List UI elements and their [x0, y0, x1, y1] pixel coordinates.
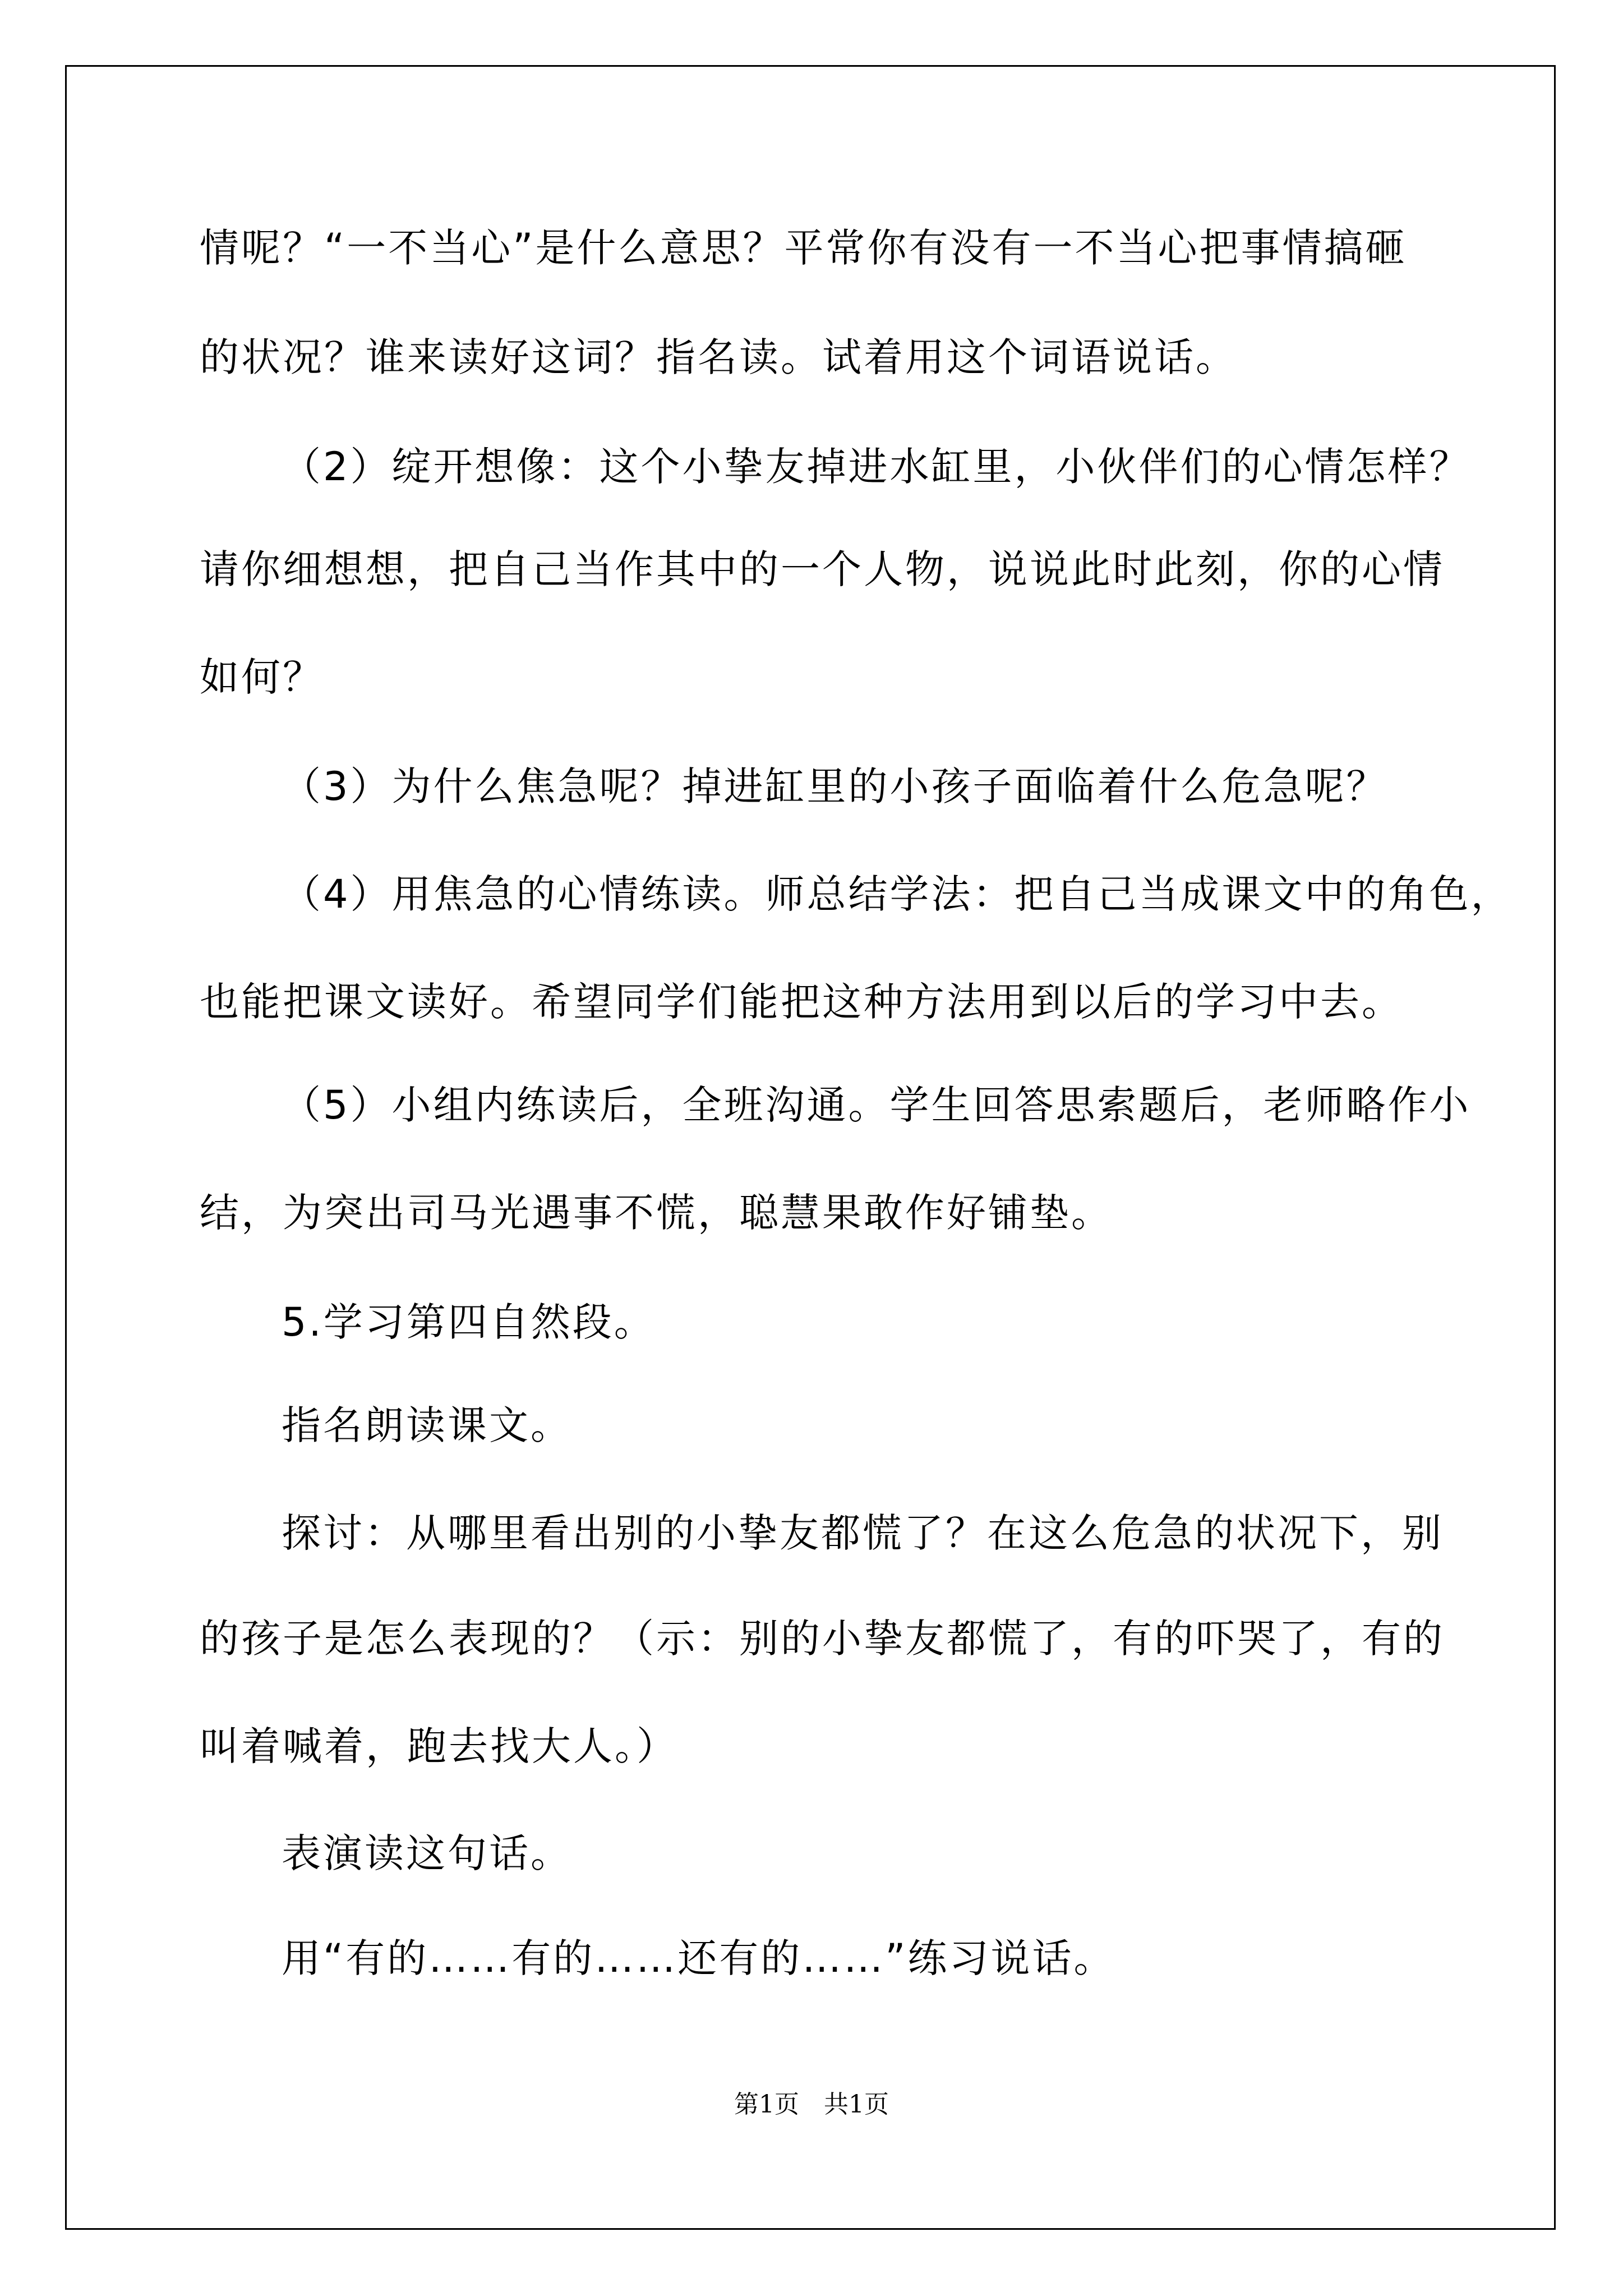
- body-line-11: 5.学习第四自然段。: [282, 1299, 656, 1345]
- body-line-3: （2）绽开想像：这个小挚友掉进水缸里，小伙伴们的心情怎样？: [282, 444, 1471, 490]
- body-line-10: 结，为突出司马光遇事不慌，聪慧果敢作好铺垫。: [200, 1190, 1113, 1236]
- body-line-13: 探讨：从哪里看出别的小挚友都慌了？在这么危急的状况下，别: [282, 1510, 1444, 1556]
- body-line-9: （5）小组内练读后，全班沟通。学生回答思索题后，老师略作小: [282, 1082, 1471, 1128]
- body-line-6: （3）为什么焦急呢？掉进缸里的小孩子面临着什么危急呢？: [282, 763, 1388, 809]
- body-line-12: 指名朗读课文。: [282, 1402, 572, 1448]
- body-line-7: （4）用焦急的心情练读。师总结学法：把自己当成课文中的角色，: [282, 871, 1513, 917]
- body-line-14: 的孩子是怎么表现的？（示：别的小挚友都慌了，有的吓哭了，有的: [200, 1616, 1445, 1662]
- body-line-4: 请你细想想，把自己当作其中的一个人物，说说此时此刻，你的心情: [200, 546, 1445, 592]
- body-line-15: 叫着喊着，跑去找大人。）: [200, 1723, 678, 1769]
- body-line-5: 如何？: [200, 654, 324, 700]
- page-footer: 第1页 共1页: [734, 2090, 889, 2119]
- body-line-16: 表演读这句话。: [282, 1830, 572, 1876]
- body-line-1: 情呢？“一不当心”是什么意思？平常你有没有一不当心把事情搞砸: [200, 225, 1407, 271]
- body-line-2: 的状况？谁来读好这词？指名读。试着用这个词语说话。: [200, 334, 1237, 380]
- page-border: [65, 65, 1556, 2230]
- body-line-8: 也能把课文读好。希望同学们能把这种方法用到以后的学习中去。: [200, 979, 1403, 1025]
- body-line-17: 用“有的……有的……还有的……”练习说话。: [282, 1935, 1115, 1981]
